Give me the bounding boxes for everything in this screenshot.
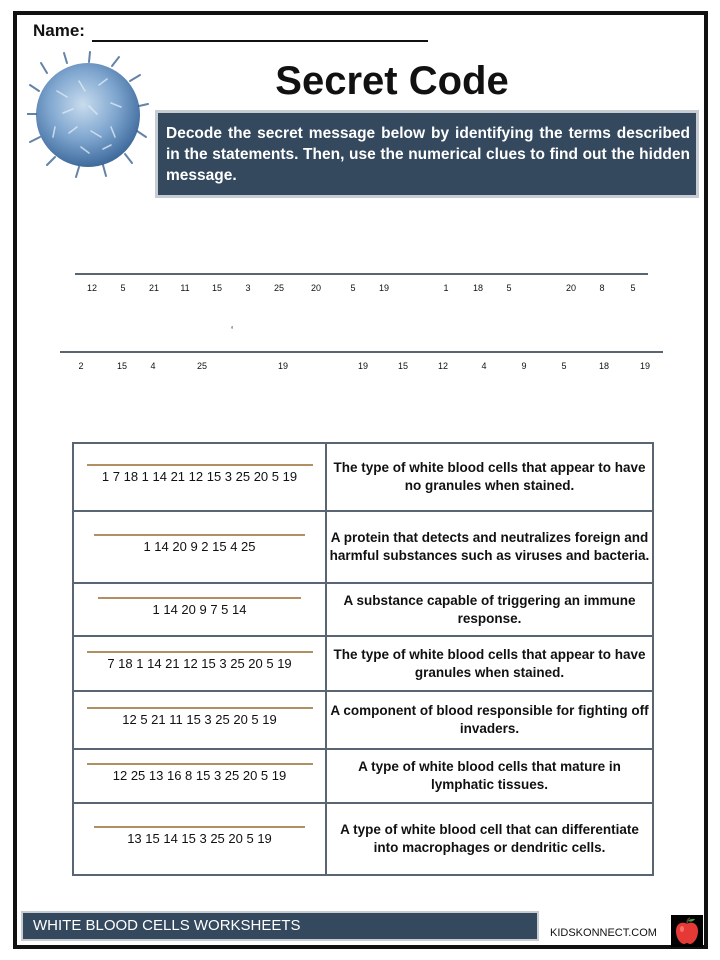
code-number: 12 <box>86 283 98 293</box>
code-number: 25 <box>273 283 285 293</box>
code-number: 4 <box>481 361 487 371</box>
answer-cell[interactable] <box>73 749 326 803</box>
code-number: 18 <box>598 361 610 371</box>
code-number: 15 <box>397 361 409 371</box>
white-blood-cell-illustration <box>27 51 149 179</box>
footer-banner: WHITE BLOOD CELLS WORKSHEETS <box>21 911 539 941</box>
message-comma: ‘ <box>231 325 234 336</box>
message-code-row-2 <box>17 361 704 373</box>
clue-description: The type of white blood cells that appear to have granules when stained. <box>326 636 653 691</box>
message-line-2 <box>60 351 663 353</box>
message-line-1 <box>75 273 648 275</box>
clue-code: 12 5 21 11 15 3 25 20 5 19 <box>122 712 277 727</box>
clues-table <box>72 442 654 876</box>
clue-description: A substance capable of triggering an immune response. <box>326 583 653 636</box>
clue-row <box>73 443 653 511</box>
code-number: 5 <box>561 361 567 371</box>
code-number: 15 <box>211 283 223 293</box>
code-number: 20 <box>565 283 577 293</box>
code-number: 8 <box>599 283 605 293</box>
code-number: 21 <box>148 283 160 293</box>
code-number: 19 <box>277 361 289 371</box>
code-number: 5 <box>630 283 636 293</box>
clue-row <box>73 691 653 749</box>
clue-code: 1 14 20 9 2 15 4 25 <box>143 539 256 554</box>
code-number: 5 <box>120 283 126 293</box>
code-number: 15 <box>116 361 128 371</box>
footer-site-link[interactable]: KIDSKONNECT.COM <box>550 927 657 939</box>
clue-code: 12 25 13 16 8 15 3 25 20 5 19 <box>112 768 287 783</box>
code-number: 19 <box>378 283 390 293</box>
page-title: Secret Code <box>275 59 509 103</box>
clue-code: 7 18 1 14 21 12 15 3 25 20 5 19 <box>107 655 292 671</box>
clue-description: A component of blood responsible for fighting off invaders. <box>326 691 653 749</box>
clue-description: A type of white blood cells that mature in lymphatic tissues. <box>326 749 653 803</box>
answer-cell[interactable] <box>73 443 326 511</box>
answer-cell[interactable] <box>73 636 326 691</box>
code-number: 5 <box>350 283 356 293</box>
clue-description: The type of white blood cells that appear to have no granules when stained. <box>326 443 653 511</box>
code-number: 2 <box>78 361 84 371</box>
clue-description: A protein that detects and neutralizes foreign and harmful substances such as viruses and bacteria. <box>326 511 653 583</box>
code-number: 3 <box>245 283 251 293</box>
code-number: 12 <box>437 361 449 371</box>
answer-cell[interactable] <box>73 511 326 583</box>
instructions-banner: Decode the secret message below by identifying the terms described in the statements. Then, use the numerical clues to find out the hidden message. <box>155 110 699 198</box>
clue-row <box>73 636 653 691</box>
clue-row <box>73 749 653 803</box>
code-number: 9 <box>521 361 527 371</box>
apple-logo-icon <box>671 915 703 947</box>
message-code-row-1 <box>17 283 704 295</box>
clue-code: 13 15 14 15 3 25 20 5 19 <box>127 831 272 846</box>
clue-code: 1 7 18 1 14 21 12 15 3 25 20 5 19 <box>101 469 298 484</box>
code-number: 19 <box>639 361 651 371</box>
code-number: 25 <box>196 361 208 371</box>
code-number: 11 <box>180 283 190 293</box>
code-number: 19 <box>357 361 369 371</box>
answer-cell[interactable] <box>73 583 326 636</box>
clue-row <box>73 803 653 875</box>
answer-cell[interactable] <box>73 803 326 875</box>
code-number: 4 <box>150 361 156 371</box>
worksheet-page <box>13 11 708 949</box>
code-number: 18 <box>472 283 484 293</box>
clue-description: A type of white blood cell that can differentiate into macrophages or dendritic cells. <box>326 803 653 875</box>
code-number: 5 <box>506 283 512 293</box>
answer-cell[interactable] <box>73 691 326 749</box>
code-number: 20 <box>310 283 322 293</box>
name-field[interactable] <box>92 40 428 42</box>
code-number: 1 <box>443 283 449 293</box>
name-label: Name: <box>33 21 85 40</box>
clue-code: 1 14 20 9 7 5 14 <box>152 601 247 617</box>
clue-row <box>73 583 653 636</box>
clue-row <box>73 511 653 583</box>
